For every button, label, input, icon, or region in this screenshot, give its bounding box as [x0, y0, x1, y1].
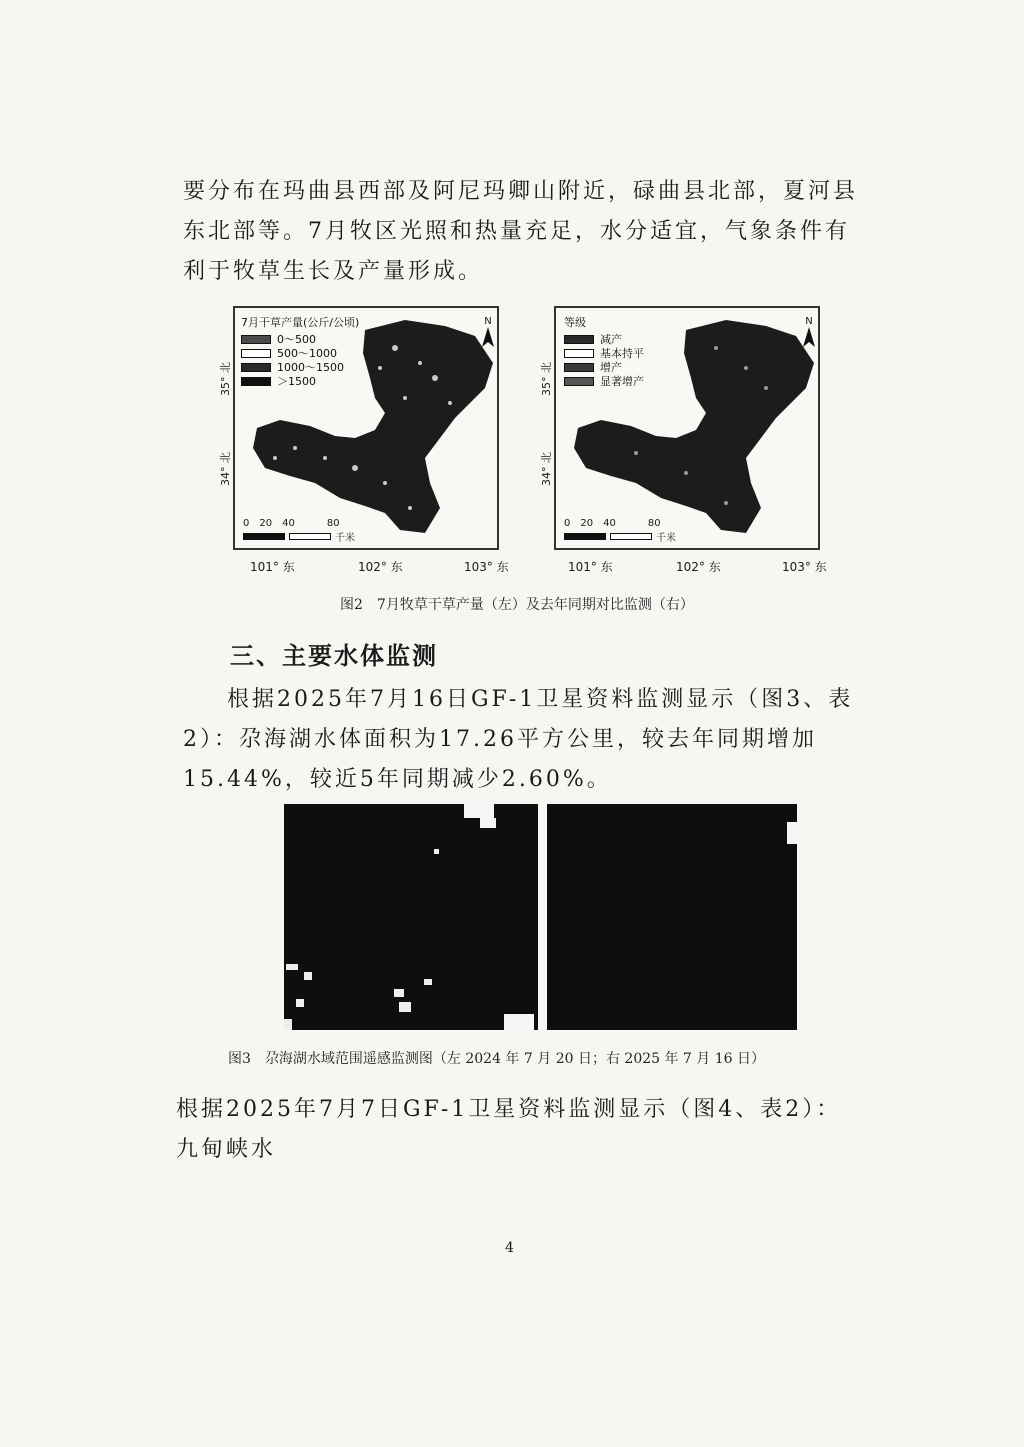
lat-label: 34° 北	[219, 452, 232, 486]
paragraph-forage: 要分布在玛曲县西部及阿尼玛卿山附近，碌曲县北部，夏河县东北部等。7月牧区光照和热量充足，水分适宜，气象条件有利于牧草生长及产量形成。	[183, 179, 859, 284]
legend-swatch	[564, 377, 594, 386]
legend	[241, 314, 359, 388]
legend-label: 显著增产	[600, 375, 644, 388]
lat-label: 34° 北	[540, 452, 553, 486]
legend-label: 增产	[600, 361, 622, 374]
lon-label: 103° 东	[782, 560, 827, 574]
lon-label: 102° 东	[358, 560, 403, 574]
legend-item	[241, 360, 359, 374]
scale-tick: 40	[282, 518, 295, 529]
section-heading: 三、主要水体监测	[230, 642, 438, 670]
figure2-left-map	[213, 306, 503, 551]
scale-unit: 千米	[656, 533, 676, 544]
legend-item	[241, 332, 359, 346]
scale-tick: 0	[243, 518, 250, 529]
scale-tick: 80	[326, 518, 340, 529]
north-arrow-icon	[802, 316, 816, 352]
scale-bar	[564, 518, 676, 544]
scale-tick: 0	[564, 518, 571, 529]
scale-tick: 20	[259, 518, 273, 529]
scale-tick: 20	[580, 518, 594, 529]
legend-swatch	[564, 335, 594, 344]
legend-swatch	[564, 349, 594, 358]
legend-label: ＞1500	[277, 375, 316, 388]
scale-unit: 千米	[335, 533, 355, 544]
legend-swatch	[241, 363, 271, 372]
legend-swatch	[241, 335, 271, 344]
legend-label: 0～500	[277, 333, 316, 346]
legend-item	[241, 346, 359, 360]
legend-item	[564, 332, 644, 346]
legend-label: 减产	[600, 333, 622, 346]
figure2-right-map	[534, 306, 824, 551]
legend-swatch	[564, 363, 594, 372]
lon-label: 102° 东	[676, 560, 721, 574]
figure3-caption: 图3 尕海湖水域范围遥感监测图（左 2024 年 7 月 20 日；右 2025 年 7 月 16 日）	[228, 1051, 766, 1067]
legend-swatch	[241, 349, 271, 358]
scale-bar	[243, 518, 355, 544]
paragraph-lake-area: 根据2025年7月16日GF-1卫星资料监测显示（图3、表2）：尕海湖水体面积为17.26平方公里，较去年同期增加15.44%，较近5年同期减少2.60%。	[183, 687, 854, 792]
legend-item	[564, 360, 644, 374]
legend-item	[241, 374, 359, 388]
scale-tick: 80	[647, 518, 661, 529]
north-label: N	[484, 316, 492, 327]
north-label: N	[805, 316, 813, 327]
north-arrow-icon	[481, 316, 495, 352]
lon-label: 101° 东	[250, 560, 295, 574]
legend-item	[564, 374, 644, 388]
legend-label: 基本持平	[600, 347, 644, 360]
legend-label: 500～1000	[277, 347, 337, 360]
figure2-caption: 图2 7月牧草干草产量（左）及去年同期对比监测（右）	[340, 597, 694, 613]
map-panel	[554, 306, 820, 550]
legend-title: 7月干草产量(公斤/公顷)	[241, 316, 360, 329]
paragraph-jiudian: 根据2025年7月7日GF-1卫星资料监测显示（图4、表2）：九甸峡水	[176, 1097, 842, 1162]
lat-label: 35° 北	[540, 362, 553, 396]
satellite-image-2024	[284, 804, 538, 1030]
satellite-image-2025	[543, 804, 797, 1030]
legend	[564, 314, 644, 388]
legend-swatch	[241, 377, 271, 386]
map-panel	[233, 306, 499, 550]
legend-title: 等级	[564, 316, 586, 329]
scale-tick: 40	[603, 518, 616, 529]
legend-label: 1000～1500	[277, 361, 344, 374]
page-number: 4	[505, 1240, 514, 1256]
lon-label: 103° 东	[464, 560, 509, 574]
legend-item	[564, 346, 644, 360]
lat-label: 35° 北	[219, 362, 232, 396]
lon-label: 101° 东	[568, 560, 613, 574]
